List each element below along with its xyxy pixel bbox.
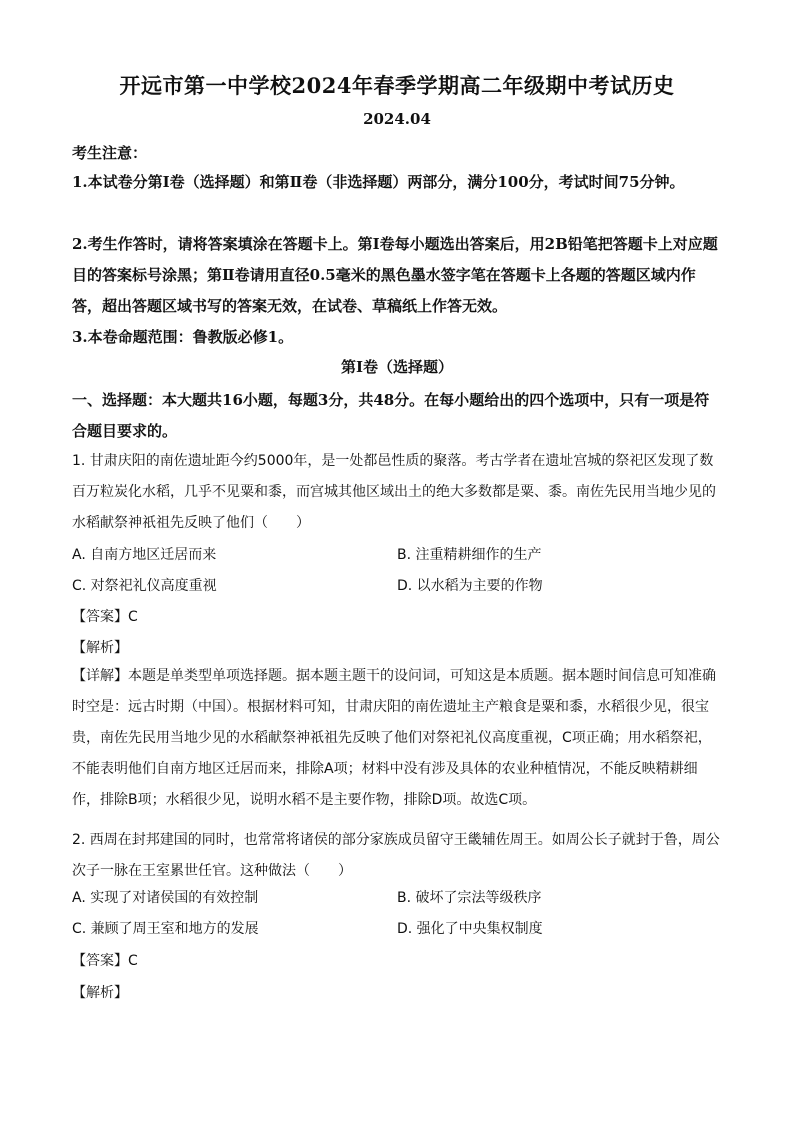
question-2-option-d: D. 强化了中央集权制度	[397, 921, 543, 937]
question-2-stem: 2. 西周在封邦建国的同时，也常常将诸侯的部分家族成员留守王畿辅佐周王。如周公长子就封于鲁，周公次子一脉在王室累世任官。这种做法（ ）	[72, 832, 720, 879]
question-1-stem: 1. 甘肃庆阳的南佐遗址距今约5000年，是一处都邑性质的聚落。考古学者在遗址宫城的祭祀区发现了数百万粒炭化水稻，几乎不见粟和黍，而宫城其他区域出土的绝大多数都是粟、黍。南佐先民用当地少见的水稻献祭神祇祖先反映了他们（ ）	[72, 453, 716, 531]
question-2-analysis-label: 【解析】	[72, 985, 128, 1001]
question-2-option-c: C. 兼顾了周王室和地方的发展	[72, 921, 259, 937]
question-1-option-a: A. 自南方地区迁居而来	[72, 547, 217, 563]
exam-title: 开远市第一中学校2024年春季学期高二年级期中考试历史	[119, 73, 675, 98]
question-1-option-b: B. 注重精耕细作的生产	[397, 547, 542, 563]
notice-item-3: 3.本卷命题范围：鲁教版必修1。	[72, 328, 294, 346]
question-1-option-d: D. 以水稻为主要的作物	[397, 578, 543, 594]
question-1-answer: 【答案】C	[72, 609, 138, 625]
section-title: 第Ⅰ卷（选择题）	[340, 358, 454, 376]
question-1-analysis-label: 【解析】	[72, 640, 128, 656]
question-2-answer: 【答案】C	[72, 953, 138, 969]
question-2-option-a: A. 实现了对诸侯国的有效控制	[72, 890, 259, 906]
notice-heading: 考生注意：	[72, 144, 148, 162]
exam-date: 2024.04	[363, 110, 431, 128]
question-1-detail: 【详解】本题是单类型单项选择题。据本题主题干的设问词，可知这是本质题。据本题时间信息可知准确时空是：远古时期（中国）。根据材料可知，甘肃庆阳的南佐遗址主产粮食是粟和黍，水稻很少见，很宝贵，南佐先民用当地少见的水稻献祭神祇祖先反映了他们对祭祀礼仪高度重视，C项正确；用水稻祭祀，不能表明他们自南方地区迁居而来，排除A项；材料中没有涉及具体的农业种植情况，不能反映精耕细作，排除B项；水稻很少见，说明水稻不是主要作物，排除D项。故选C项。	[72, 668, 716, 808]
question-2-option-b: B. 破坏了宗法等级秩序	[397, 890, 542, 906]
notice-item-2: 2.考生作答时，请将答案填涂在答题卡上。第Ⅰ卷每小题选出答案后，用2B铅笔把答题卡上对应题目的答案标号涂黑；第Ⅱ卷请用直径0.5毫米的黑色墨水签字笔在答题卡上各题的答题区域内作答，超出答题区域书写的答案无效，在试卷、草稿纸上作答无效。	[72, 235, 718, 315]
question-1-option-c: C. 对祭祀礼仪高度重视	[72, 578, 217, 594]
notice-item-1: 1.本试卷分第Ⅰ卷（选择题）和第Ⅱ卷（非选择题）两部分，满分100分，考试时间75分钟。	[72, 173, 685, 191]
section-instruction: 一、选择题：本大题共16小题，每题3分，共48分。在每小题给出的四个选项中，只有一项是符合题目要求的。	[72, 391, 710, 440]
